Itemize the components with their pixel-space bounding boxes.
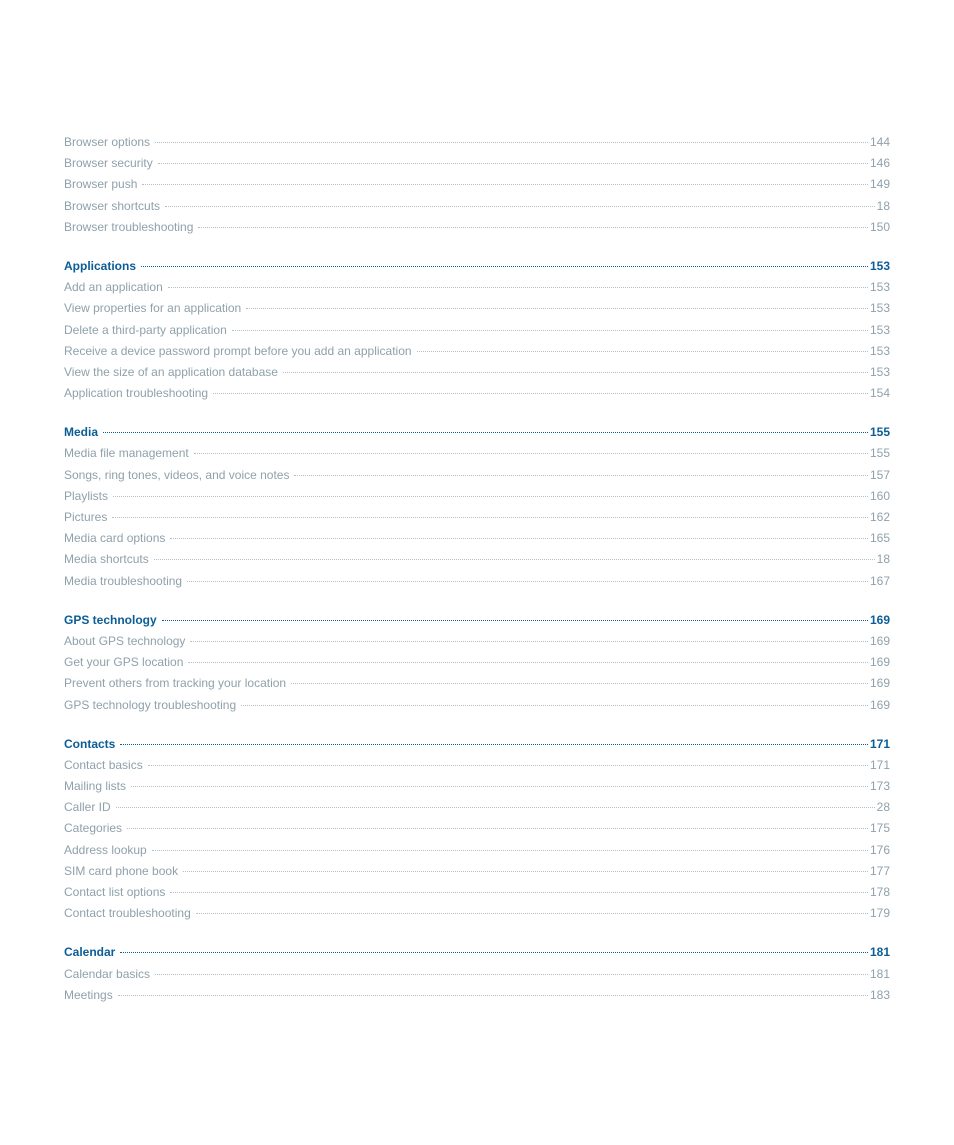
- toc-entry-title: Contact basics: [64, 757, 143, 772]
- toc-section-heading[interactable]: [64, 256, 890, 277]
- toc-entry[interactable]: [64, 695, 890, 716]
- toc-entry-title: Receive a device password prompt before you add an application: [64, 343, 412, 358]
- toc-section-heading[interactable]: [64, 734, 890, 755]
- dot-leader: [183, 871, 868, 872]
- toc-entry[interactable]: [64, 465, 890, 486]
- toc-section: [64, 256, 890, 404]
- toc-page-number: 171: [869, 736, 890, 751]
- dot-leader: [154, 559, 875, 560]
- dot-leader: [241, 705, 868, 706]
- toc-entry-title: Contact list options: [64, 885, 166, 899]
- dot-leader: [294, 475, 867, 476]
- toc-entry[interactable]: [64, 840, 890, 861]
- toc-entry-title: Meetings: [64, 987, 113, 1002]
- toc-page-number: 179: [869, 906, 890, 921]
- toc-entry-title: Browser shortcuts: [64, 198, 161, 213]
- dot-leader: [155, 974, 868, 975]
- toc-entry-title: Add an application: [64, 280, 163, 295]
- toc-entry[interactable]: [64, 277, 890, 298]
- toc-page-number: 169: [869, 697, 890, 712]
- toc-entry[interactable]: [64, 797, 890, 818]
- toc-entry[interactable]: [64, 174, 890, 195]
- toc-section-heading[interactable]: [64, 610, 890, 631]
- toc-entry-title: Address lookup: [64, 842, 147, 857]
- toc-page-number: 165: [869, 531, 890, 546]
- toc-section-heading[interactable]: [64, 422, 890, 443]
- toc-entry[interactable]: [64, 903, 890, 924]
- toc-page-number: 153: [869, 343, 890, 358]
- toc-page-number: 155: [869, 446, 890, 461]
- toc-page-number: 175: [869, 821, 890, 836]
- toc-page-number: 18: [876, 198, 890, 213]
- toc-entry[interactable]: [64, 486, 890, 507]
- toc-entry[interactable]: [64, 507, 890, 528]
- toc-page-number: 176: [869, 842, 890, 857]
- toc-entry-title: Browser options: [64, 135, 151, 149]
- toc-entry[interactable]: [64, 861, 890, 882]
- toc-page-number: 169: [869, 612, 890, 627]
- dot-leader: [417, 351, 868, 352]
- toc-page-number: 157: [869, 467, 890, 482]
- toc-entry[interactable]: [64, 341, 890, 362]
- toc-entry-title: Browser troubleshooting: [64, 219, 194, 234]
- toc-entry[interactable]: [64, 196, 890, 217]
- dot-leader: [246, 308, 868, 309]
- dot-leader: [127, 828, 868, 829]
- toc-page-number: 153: [869, 280, 890, 295]
- toc-entry[interactable]: [64, 443, 890, 464]
- toc-entry[interactable]: [64, 549, 890, 570]
- toc-entry-title: Media card options: [64, 531, 166, 546]
- toc-entry-title: Contact troubleshooting: [64, 906, 191, 921]
- toc-entry[interactable]: [64, 320, 890, 341]
- toc-entry-title: Calendar basics: [64, 966, 151, 981]
- toc-entry-title: Media: [64, 425, 99, 440]
- toc-entry[interactable]: [64, 528, 890, 549]
- dot-leader: [232, 330, 868, 331]
- toc-page-number: 153: [869, 258, 890, 273]
- dot-leader: [213, 393, 868, 394]
- toc-page-number: 160: [869, 488, 890, 503]
- toc-entry-title: Delete a third-party application: [64, 322, 227, 337]
- toc-entry-title: Contacts: [64, 736, 116, 751]
- toc-page-number: 167: [869, 573, 890, 588]
- toc-entry-title: View properties for an application: [64, 301, 242, 316]
- toc-page-number: 178: [869, 885, 890, 899]
- toc-page-number: 155: [869, 425, 890, 440]
- toc-entry[interactable]: [64, 132, 890, 153]
- toc-entry-title: GPS technology troubleshooting: [64, 697, 237, 712]
- toc-entry-title: Get your GPS location: [64, 655, 184, 670]
- toc-page-number: 153: [869, 301, 890, 316]
- toc-entry-title: GPS technology: [64, 612, 157, 627]
- toc-page-number: 153: [869, 322, 890, 337]
- toc-entry-title: Applications: [64, 258, 137, 273]
- toc-page-number: 169: [869, 676, 890, 691]
- toc-entry-title: Media troubleshooting: [64, 573, 183, 588]
- toc-page-number: 146: [869, 156, 890, 171]
- toc-entry-title: View the size of an application database: [64, 364, 278, 379]
- toc-entry[interactable]: [64, 818, 890, 839]
- toc-page-number: 162: [869, 510, 890, 524]
- toc-page-number: 181: [869, 966, 890, 981]
- toc-entry[interactable]: [64, 964, 890, 985]
- toc-entry[interactable]: [64, 631, 890, 652]
- toc-entry[interactable]: [64, 298, 890, 319]
- dot-leader: [142, 184, 868, 185]
- dot-leader: [162, 620, 868, 621]
- toc-page-number: 154: [869, 386, 890, 401]
- dot-leader: [190, 641, 868, 642]
- dot-leader: [283, 372, 868, 373]
- dot-leader: [168, 287, 868, 288]
- dot-leader: [112, 517, 868, 518]
- dot-leader: [152, 850, 868, 851]
- toc-entry[interactable]: [64, 571, 890, 592]
- toc-page-number: 183: [869, 987, 890, 1002]
- toc-page-number: 18: [876, 552, 890, 567]
- dot-leader: [120, 744, 868, 745]
- toc-page-number: 169: [869, 655, 890, 670]
- toc-entry-title: Mailing lists: [64, 779, 127, 794]
- toc-section-heading[interactable]: [64, 942, 890, 963]
- dot-leader: [170, 892, 868, 893]
- dot-leader: [120, 952, 868, 953]
- toc-entry[interactable]: [64, 362, 890, 383]
- toc-section: [64, 610, 890, 716]
- dot-leader: [165, 206, 875, 207]
- dot-leader: [141, 266, 868, 267]
- toc-entry[interactable]: [64, 383, 890, 404]
- toc-entry[interactable]: [64, 217, 890, 238]
- dot-leader: [155, 142, 868, 143]
- dot-leader: [131, 786, 868, 787]
- dot-leader: [103, 432, 868, 433]
- toc-entry-title: Calendar: [64, 945, 116, 960]
- toc-entry[interactable]: [64, 985, 890, 1006]
- dot-leader: [158, 163, 868, 164]
- toc-entry-title: Pictures: [64, 510, 108, 524]
- toc-entry-title: SIM card phone book: [64, 863, 179, 878]
- toc-entry[interactable]: [64, 652, 890, 673]
- toc-page-number: 153: [869, 364, 890, 379]
- toc-page-number: 28: [876, 800, 890, 815]
- dot-leader: [291, 683, 868, 684]
- toc-entry-title: Categories: [64, 821, 123, 836]
- toc-entry-title: Songs, ring tones, videos, and voice notes: [64, 467, 290, 482]
- toc-entry[interactable]: [64, 755, 890, 776]
- toc-page-number: 181: [869, 945, 890, 960]
- toc-entry-title: Browser security: [64, 156, 153, 171]
- toc-section: [64, 734, 890, 925]
- toc-section: [64, 132, 890, 238]
- toc-section: [64, 942, 890, 1006]
- dot-leader: [113, 496, 868, 497]
- dot-leader: [187, 581, 868, 582]
- dot-leader: [194, 453, 868, 454]
- dot-leader: [188, 662, 868, 663]
- toc-page-number: 144: [869, 135, 890, 149]
- toc-entry-title: Browser push: [64, 177, 138, 192]
- toc-page-number: 171: [869, 757, 890, 772]
- toc-entry[interactable]: [64, 776, 890, 797]
- table-of-contents: [64, 132, 890, 1024]
- toc-entry[interactable]: [64, 153, 890, 174]
- toc-entry[interactable]: [64, 882, 890, 903]
- dot-leader: [198, 227, 868, 228]
- toc-page-number: 149: [869, 177, 890, 192]
- toc-section: [64, 422, 890, 592]
- toc-page-number: 150: [869, 219, 890, 234]
- toc-entry-title: Playlists: [64, 488, 109, 503]
- toc-page-number: 177: [869, 863, 890, 878]
- toc-entry-title: Caller ID: [64, 800, 111, 815]
- toc-entry-title: Prevent others from tracking your location: [64, 676, 287, 691]
- toc-page-number: 169: [869, 633, 890, 648]
- toc-entry-title: Application troubleshooting: [64, 386, 209, 401]
- toc-entry-title: About GPS technology: [64, 633, 186, 648]
- toc-entry[interactable]: [64, 673, 890, 694]
- toc-entry-title: Media shortcuts: [64, 552, 149, 567]
- dot-leader: [170, 538, 868, 539]
- dot-leader: [148, 765, 868, 766]
- dot-leader: [196, 913, 868, 914]
- dot-leader: [118, 995, 868, 996]
- toc-entry-title: Media file management: [64, 446, 189, 461]
- dot-leader: [116, 807, 875, 808]
- toc-page-number: 173: [869, 779, 890, 794]
